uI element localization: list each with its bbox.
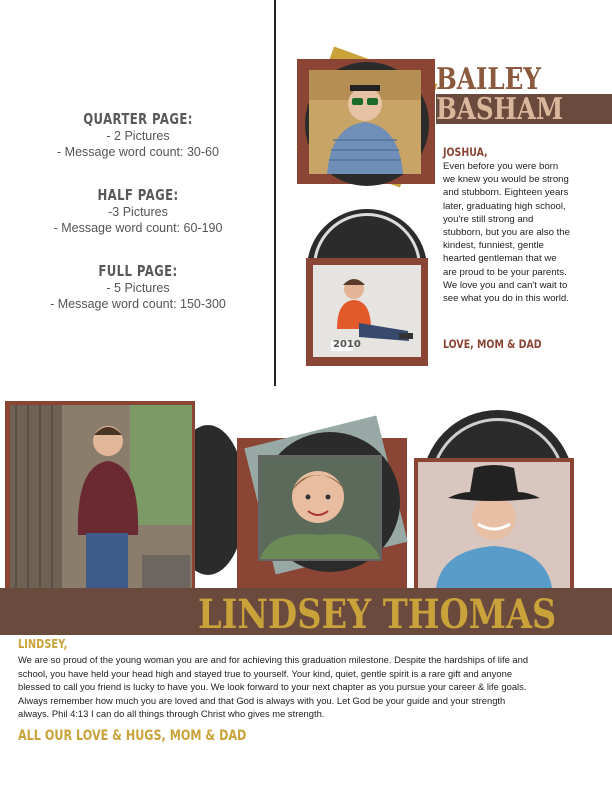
full-page-title: FULL PAGE: (98, 262, 178, 280)
column-divider (274, 0, 276, 386)
bailey-first-name: BAILEY (436, 62, 541, 97)
half-page-words: - Message word count: 60-190 (53, 221, 223, 235)
half-page-title: HALF PAGE: (97, 186, 179, 204)
thomas-photo-cowboy (418, 462, 570, 588)
thomas-greeting: LINDSEY, (18, 637, 68, 651)
full-page-words: - Message word count: 150-300 (50, 297, 226, 311)
thomas-photo-child (258, 455, 382, 561)
bailey-greeting: JOSHUA, (443, 145, 488, 159)
half-page-pictures: -3 Pictures (108, 205, 168, 219)
thomas-message: We are so proud of the young woman you are and for achieving this graduation milestone. Despite the hardships of life and school, you have held your head high and stayed true to yourself. Your kind, quiet, gentle spirit is a rare gift and anyone blessed to call you friend is lucky to have you. We look forward to your next chapter as you pursue your career & life goals. Always remember how much you are loved and that God is always with you. Let God be your guide and your strength always. Phil 4:13 I can do all things through Christ who gives me strength. (18, 654, 529, 720)
quarter-page-words: - Message word count: 30-60 (57, 145, 219, 159)
bailey-photo-boy-sitting (313, 265, 421, 357)
bailey-message: Even before you were born we knew you would be strong and stubborn. Eighteen years later, graduating high school, you're still strong and stubborn, but you are also the kindest, funniest, gentle hearted gentleman that we are proud to be your parents. We love you and can't wait to see what you do in this world. (443, 161, 570, 305)
bailey-photo-glasses (309, 70, 421, 174)
photo-prop-2010: 2010 (333, 339, 361, 350)
quarter-page-title: QUARTER PAGE: (83, 110, 193, 128)
thomas-name: LINDSEY THOMAS (198, 591, 557, 638)
bailey-last-name: BASHAM (436, 92, 564, 127)
quarter-page-pictures: - 2 Pictures (106, 129, 170, 143)
full-page-pictures: - 5 Pictures (106, 281, 170, 295)
pricing-info (20, 110, 256, 312)
thomas-signature: ALL OUR LOVE & HUGS, MOM & DAD (18, 728, 247, 744)
bailey-signature: LOVE, MOM & DAD (443, 337, 542, 351)
